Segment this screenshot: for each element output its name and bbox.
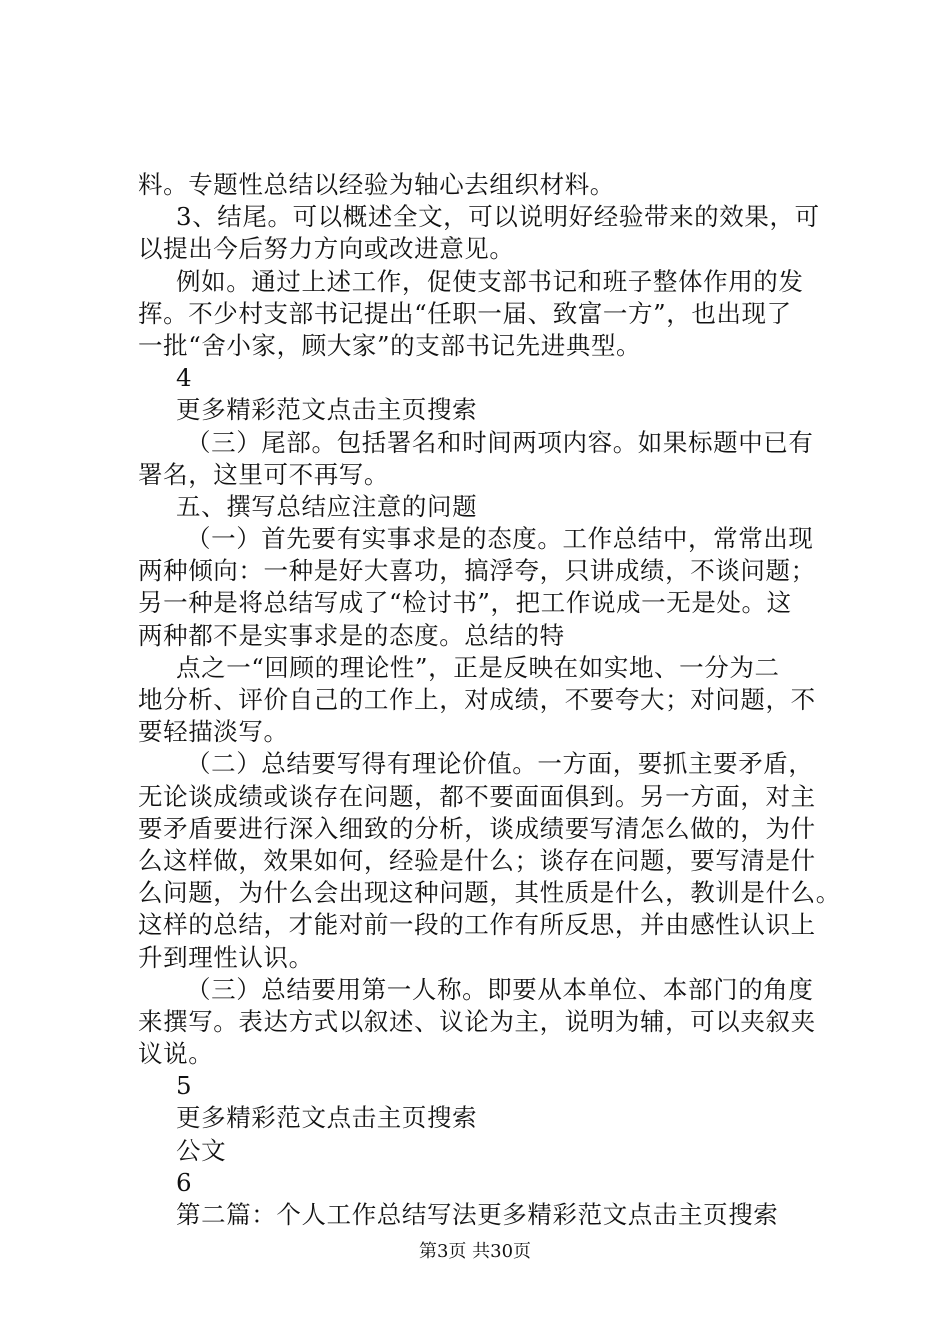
text-line: 公文	[176, 1135, 227, 1165]
text-line: 更多精彩范文点击主页搜索	[176, 395, 478, 425]
text-line: 点之一“回顾的理论性”，正是反映在如实地、一分为二	[176, 652, 780, 682]
document-body	[138, 169, 841, 1231]
text-line: 要矛盾要进行深入细致的分析，谈成绩要写清怎么做的，为什	[138, 813, 816, 843]
text-line: 第二篇：个人工作总结写法更多精彩范文点击主页搜索	[176, 1200, 779, 1229]
text-line: 3、结尾。可以概述全文，可以说明好经验带来的效果，可	[176, 202, 820, 232]
text-line: （三）尾部。包括署名和时间两项内容。如果标题中已有	[186, 427, 814, 457]
text-line: 么问题，为什么会出现这种问题，其性质是什么，教训是什么。	[138, 878, 841, 908]
text-line: 例如。通过上述工作，促使支部书记和班子整体作用的发	[176, 266, 804, 296]
text-line: 地分析、评价自己的工作上，对成绩，不要夸大；对问题，不	[138, 685, 816, 714]
text-line: 署名，这里可不再写。	[138, 459, 389, 489]
text-line: 两种倾向：一种是好大喜功，搞浮夸，只讲成绩，不谈问题；	[138, 556, 816, 586]
text-line: 6	[176, 1167, 193, 1197]
text-line: 这样的总结，才能对前一段的工作有所反思，并由感性认识上	[138, 910, 816, 940]
text-line: 5	[176, 1071, 193, 1101]
text-line: 无论谈成绩或谈存在问题，都不要面面俱到。另一方面，对主	[138, 781, 816, 811]
text-line: 么这样做，效果如何，经验是什么；谈存在问题，要写清是什	[138, 845, 816, 875]
text-line: 以提出今后努力方向或改进意见。	[138, 234, 515, 264]
text-line: 挥。不少村支部书记提出“任职一届、致富一方”，也出现了	[138, 298, 792, 328]
page-footer: 第3页 共30页	[418, 1241, 532, 1262]
text-line: 更多精彩范文点击主页搜索	[176, 1103, 478, 1133]
text-line: 料。专题性总结以经验为轴心去组织材料。	[138, 170, 615, 199]
text-line: 另一种是将总结写成了“检讨书”，把工作说成一无是处。这	[138, 588, 792, 618]
text-line: 4	[176, 363, 193, 393]
text-line: 议说。	[138, 1039, 214, 1069]
text-line: 要轻描淡写。	[138, 717, 289, 747]
text-line: 升到理性认识。	[138, 942, 314, 972]
text-line: （二）总结要写得有理论价值。一方面，要抓主要矛盾，	[186, 749, 814, 779]
text-line: （一）首先要有实事求是的态度。工作总结中，常常出现	[186, 524, 814, 554]
text-line: 来撰写。表达方式以叙述、议论为主，说明为辅，可以夹叙夹	[138, 1006, 816, 1036]
text-line: 一批“舍小家，顾大家”的支部书记先进典型。	[138, 330, 642, 360]
text-line: 五、撰写总结应注意的问题	[176, 491, 478, 521]
text-line: 两种都不是实事求是的态度。总结的特	[138, 620, 565, 650]
text-line: （三）总结要用第一人称。即要从本单位、本部门的角度	[186, 974, 814, 1004]
